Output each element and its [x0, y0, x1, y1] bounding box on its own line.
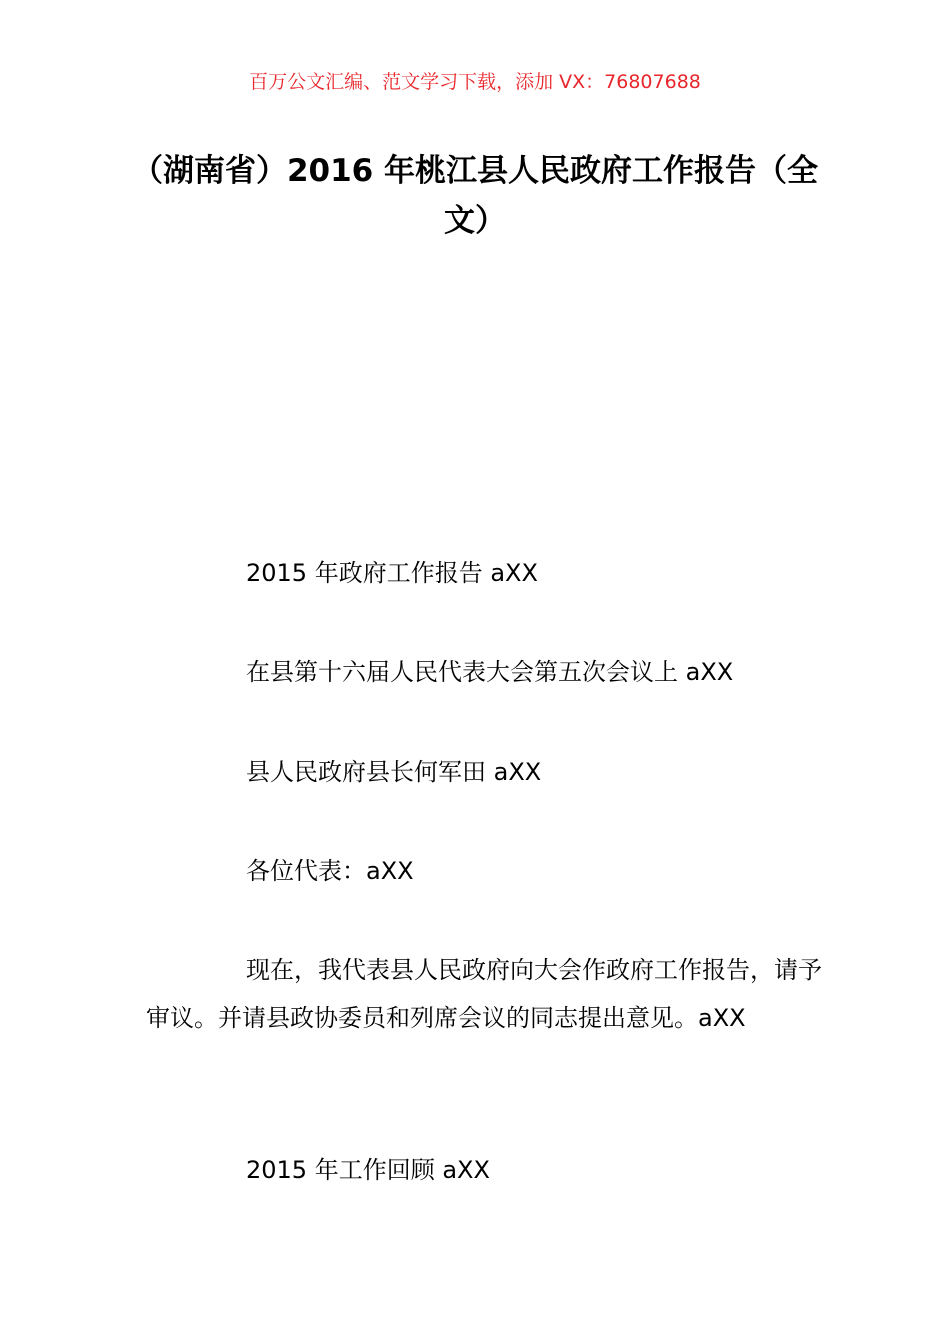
watermark-banner: 百万公文汇编、范文学习下载，添加 VX：76807688: [249, 71, 701, 93]
paragraph-meeting: 在县第十六届人民代表大会第五次会议上 aXX: [246, 658, 734, 686]
paragraph-salutation: 各位代表：aXX: [246, 857, 414, 885]
document-title: （湖南省）2016 年桃江县人民政府工作报告（全文）: [131, 153, 819, 239]
paragraph-report-name: 2015 年政府工作报告 aXX: [246, 559, 538, 587]
paragraph-section-heading: 2015 年工作回顾 aXX: [246, 1156, 490, 1184]
paragraph-intro: 现在，我代表县人民政府向大会作政府工作报告，请予审议。并请县政协委员和列席会议的同志提出意见。aXX: [146, 956, 822, 1032]
paragraph-speaker: 县人民政府县长何军田 aXX: [246, 758, 542, 786]
